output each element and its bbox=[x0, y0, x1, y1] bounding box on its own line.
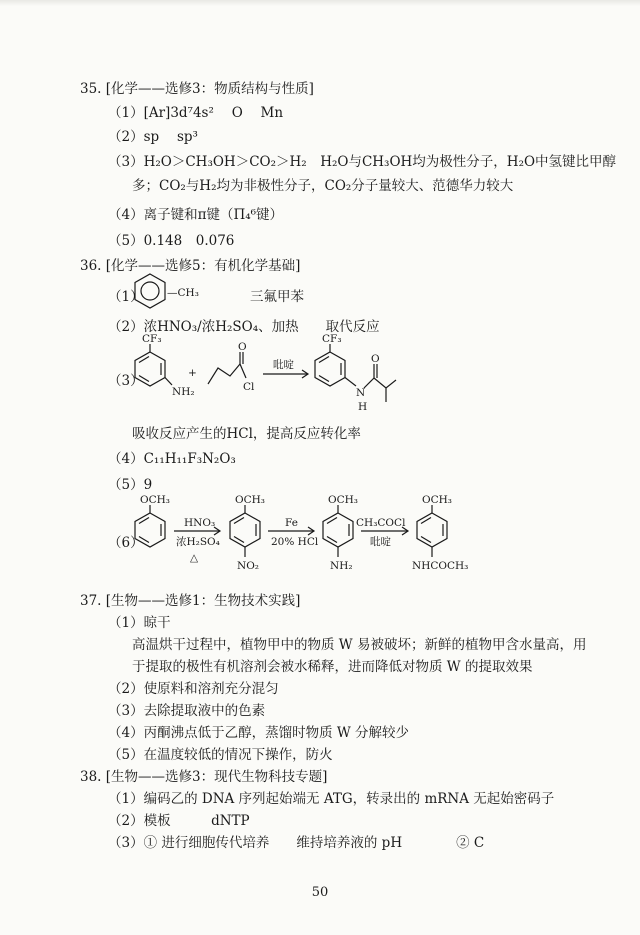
q38-answer-2: （2）模板 dNTP bbox=[108, 813, 250, 829]
final-och3-label: OCH₃ bbox=[422, 494, 453, 506]
q37-answer-5: （5）在温度较低的情况下操作，防火 bbox=[108, 747, 333, 763]
chlorine-label: Cl bbox=[243, 381, 255, 393]
product-cf3-label: CF₃ bbox=[322, 333, 342, 345]
q37-answer-4: （4）丙酮沸点低于乙醇，蒸馏时物质 W 分解较少 bbox=[108, 725, 410, 741]
page-number: 50 bbox=[311, 885, 329, 900]
q36-answer-2: （2）浓HNO₃/浓H₂SO₄、加热 取代反应 bbox=[108, 319, 380, 335]
q37-answer-1-line2: 于提取的极性有机溶剂会被水稀释，进而降低对物质 W 的提取效果 bbox=[132, 659, 533, 675]
q35-answer-3-line1: （3）H₂O＞CH₃OH＞CO₂＞H₂ H₂O与CH₃OH均为极性分子，H₂O中氢键比甲醇 bbox=[108, 154, 617, 170]
nitroanisole-och3-label: OCH₃ bbox=[235, 494, 266, 506]
q38-answer-3: （3）① 进行细胞传代培养 维持培养液的 pH ② C bbox=[108, 835, 485, 851]
anisole-och3-label: OCH₃ bbox=[140, 494, 171, 506]
q36-answer-6-label: （6） bbox=[108, 535, 144, 551]
product-n-label: N bbox=[356, 387, 366, 399]
no2-label: NO₂ bbox=[237, 560, 260, 572]
q38-title: 38. [生物——选修3：现代生物科技专题] bbox=[80, 769, 328, 785]
q36-title: 36. [化学——选修5：有机化学基础] bbox=[80, 258, 301, 274]
q36-answer-3-label: （3） bbox=[108, 373, 144, 389]
q35-answer-2: （2）sp sp³ bbox=[108, 129, 198, 145]
ch3cocl-label: CH₃COCl bbox=[356, 517, 406, 529]
q36-answer-3-note: 吸收反应产生的HCl，提高反应转化率 bbox=[132, 426, 361, 442]
q35-title: 35. [化学——选修3：物质结构与性质] bbox=[80, 81, 314, 97]
nh2-label: NH₂ bbox=[172, 386, 195, 398]
oxygen-label: O bbox=[238, 341, 247, 353]
q36-answer-1-label: （1） bbox=[108, 289, 144, 305]
pyridine-label: 吡啶 bbox=[273, 359, 294, 371]
q37-answer-3: （3）去除提取液中的色素 bbox=[108, 703, 266, 719]
q35-answer-3-line2: 多；CO₂与H₂均为非极性分子，CO₂分子量较大、范德华力较大 bbox=[132, 178, 514, 194]
q37-answer-1: （1）晾干 bbox=[108, 615, 171, 631]
route-nh2-label: NH₂ bbox=[330, 560, 353, 572]
heat-label: △ bbox=[190, 552, 199, 564]
methoxyaniline-och3-label: OCH₃ bbox=[328, 494, 359, 506]
synthesis-route-scheme bbox=[130, 495, 490, 585]
nhcoch3-label: NHCOCH₃ bbox=[412, 560, 469, 572]
q35-answer-1: （1）[Ar]3d⁷4s² O Mn bbox=[108, 105, 284, 121]
cf3-label: CF₃ bbox=[142, 333, 162, 345]
q37-answer-2: （2）使原料和溶剂充分混匀 bbox=[108, 681, 279, 697]
hno3-label: HNO₃ bbox=[184, 517, 216, 529]
product-o-label: O bbox=[371, 353, 380, 365]
route-pyridine-label: 吡啶 bbox=[370, 536, 391, 548]
q35-answer-4: （4）离子键和π键（Π₄⁶键） bbox=[108, 207, 284, 223]
hcl-label: 20% HCl bbox=[271, 536, 319, 548]
page-top-edge bbox=[0, 0, 640, 6]
q38-answer-1: （1）编码乙的 DNA 序列起始端无 ATG，转录出的 mRNA 无起始密码子 bbox=[108, 791, 555, 807]
q37-answer-1-line1: 高温烘干过程中，植物甲中的物质 W 易被破坏；新鲜的植物甲含水量高，用 bbox=[132, 637, 587, 653]
amide-synthesis-scheme bbox=[130, 333, 430, 418]
fe-label: Fe bbox=[285, 517, 298, 529]
q35-answer-5: （5）0.148 0.076 bbox=[108, 233, 235, 249]
q36-answer-4: （4）C₁₁H₁₁F₃N₂O₃ bbox=[108, 451, 236, 467]
product-h-label: H bbox=[358, 401, 368, 413]
q36-answer-5: （5）9 bbox=[108, 477, 153, 493]
q36-answer-1-name: 三氟甲苯 bbox=[250, 289, 304, 305]
h2so4-label: 浓H₂SO₄ bbox=[176, 536, 220, 548]
q37-title: 37. [生物——选修1：生物技术实践] bbox=[80, 593, 301, 609]
plus-sign: + bbox=[188, 367, 197, 379]
ch3-label: —CH₃ bbox=[167, 287, 199, 299]
trifluorotoluene-structure bbox=[130, 272, 240, 312]
